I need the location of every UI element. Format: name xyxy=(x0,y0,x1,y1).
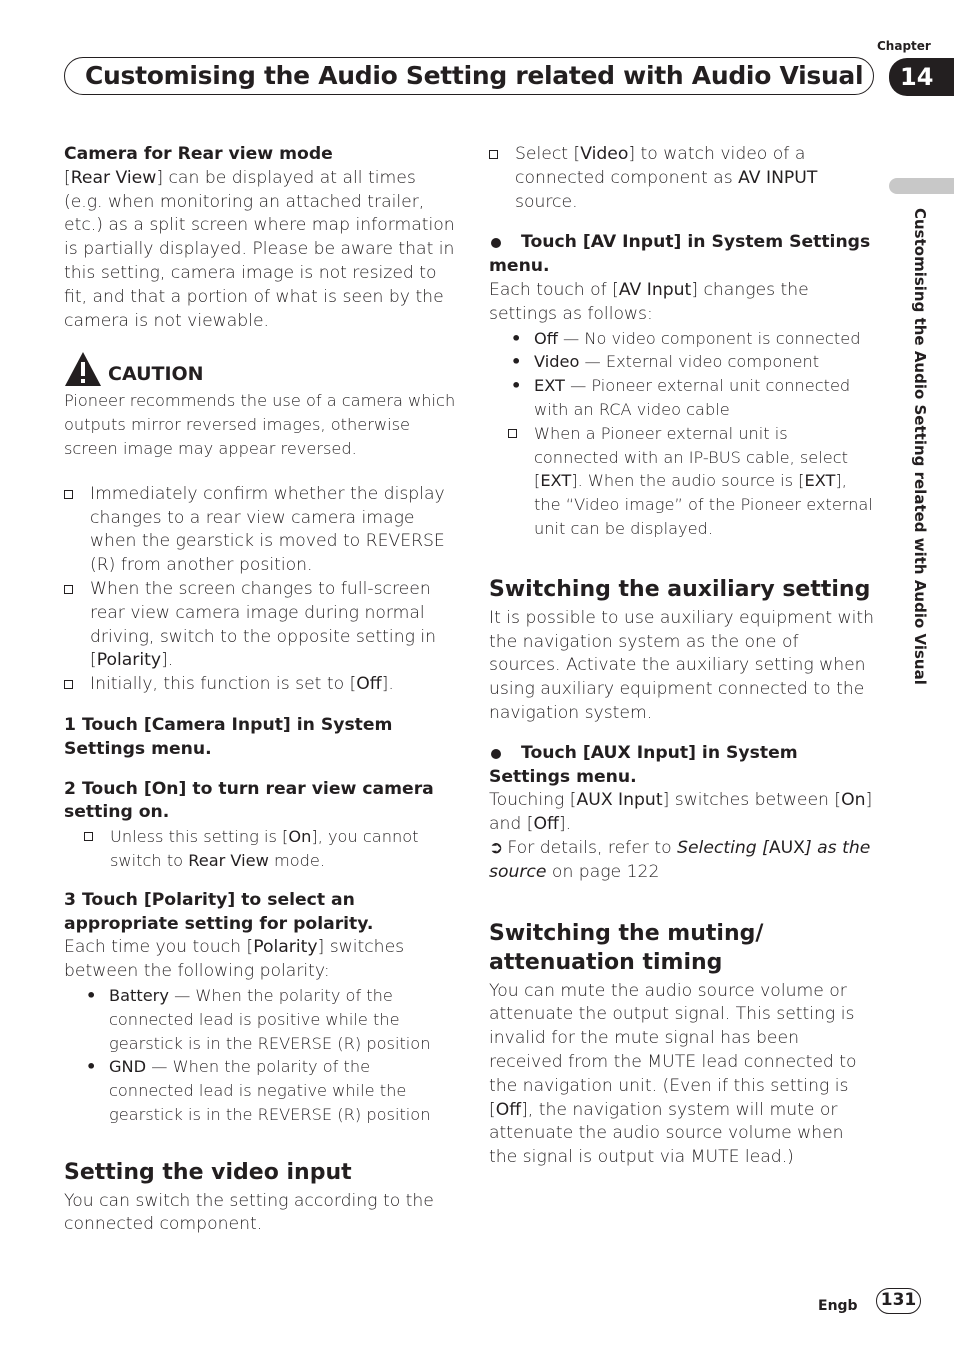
page-number: 131 xyxy=(876,1288,921,1314)
chapter-label: Chapter xyxy=(877,39,931,53)
av-input-paragraph: Each touch of [AV Input] changes the settings as follows: xyxy=(489,279,809,324)
checkbox-bullet-icon xyxy=(64,585,73,594)
left-column xyxy=(64,143,456,1237)
reference-arrow-icon: ➲ xyxy=(489,837,504,858)
note-item: When the screen changes to full-screen rear view camera image during normal driving, switch to the opposite setting in [Polarity]. xyxy=(64,578,456,673)
checkbox-bullet-icon xyxy=(489,150,498,159)
note-item: Select [Video] to watch video of a connected component as AV INPUT source. xyxy=(489,143,874,214)
checkbox-bullet-icon xyxy=(64,680,73,689)
warning-triangle-icon xyxy=(64,351,102,387)
footer-language: Engb xyxy=(818,1298,858,1314)
step-2: 2 Touch [On] to turn rear view camera setting on. xyxy=(64,778,434,823)
video-input-heading: Setting the video input xyxy=(64,1159,352,1185)
step-3-paragraph: Each time you touch [Polarity] switches between the following polarity: xyxy=(64,937,405,982)
step-1: 1 Touch [Camera Input] in System Settings menu. xyxy=(64,714,393,759)
av-option-ext: • EXT — Pioneer external unit connected with an RCA video cable xyxy=(511,376,851,419)
round-bullet-icon xyxy=(491,749,501,759)
camera-paragraph: [Rear View] can be displayed at all times (e.g. when monitoring an attached trailer, etc.) as a split screen where map information is partially displayed. Please be aware that in this setting, camera image is not resized to fit, and that a portion of what is seen by the camera is not viewable. xyxy=(64,167,455,331)
polarity-option-gnd: • GND — When the polarity of the connected lead is negative while the gearstick is in the REVERSE (R) position xyxy=(86,1057,431,1124)
page-title: Customising the Audio Setting related with Audio Visual xyxy=(85,61,864,90)
caution-header xyxy=(64,355,456,389)
checkbox-bullet-icon xyxy=(84,832,93,841)
av-option-video: • Video — External video component xyxy=(489,350,874,374)
side-tab-marker xyxy=(889,178,954,194)
aux-heading: Switching the auxiliary setting xyxy=(489,576,871,602)
bullet-icon: • xyxy=(511,376,522,396)
bullet-icon: • xyxy=(511,328,522,348)
right-column xyxy=(489,143,874,1170)
aux-input-paragraph: Touching [AUX Input] switches between [On] and [Off]. xyxy=(489,790,873,835)
mute-text: You can mute the audio source volume or attenuate the output signal. This setting is invalid for the mute signal has been received from the MUTE lead connected to the navigation unit. (Even if this setting is [Off], the navigation system will mute or attenuate the audio source volume when the signal is output via MUTE lead.) xyxy=(489,980,857,1168)
cross-reference: ➲ For details, refer to Selecting [AUX] as the source on page 122 xyxy=(489,837,871,882)
aux-input-step: Touch [AUX Input] in System Settings menu. xyxy=(489,742,798,787)
av-input-step: Touch [AV Input] in System Settings menu. xyxy=(489,232,871,277)
video-input-text: You can switch the setting according to the connected component. xyxy=(64,1190,434,1235)
step-2-note: Unless this setting is [On], you cannot switch to Rear View mode. xyxy=(84,825,456,873)
mute-heading-line-2: attenuation timing xyxy=(489,949,723,975)
checkbox-bullet-icon xyxy=(508,429,517,438)
bullet-icon: • xyxy=(86,985,97,1005)
note-item: Initially, this function is set to [Off]. xyxy=(64,673,456,697)
bullet-icon: • xyxy=(511,352,522,372)
av-option-off: • Off — No video component is connected xyxy=(489,327,874,351)
caution-text: Pioneer recommends the use of a camera which outputs mirror reversed images, otherwise screen image may appear reversed. xyxy=(64,391,456,458)
polarity-option-battery: • Battery — When the polarity of the connected lead is positive while the gearstick is in the REVERSE (R) position xyxy=(86,985,431,1053)
caution-label: CAUTION xyxy=(108,363,204,386)
checkbox-bullet-icon xyxy=(64,490,73,499)
chapter-number-badge: 14 xyxy=(889,58,954,96)
mute-heading-line-1: Switching the muting/ xyxy=(489,920,764,946)
camera-heading: Camera for Rear view mode xyxy=(64,144,333,164)
step-3: 3 Touch [Polarity] to select an appropriate setting for polarity. xyxy=(64,889,374,934)
ext-note: When a Pioneer external unit is connected with an IP-BUS cable, select [EXT]. When the audio source is [EXT], the “Video image” of the Pioneer external unit can be displayed. xyxy=(508,422,874,541)
bullet-icon: • xyxy=(86,1057,97,1077)
note-item: Immediately confirm whether the display changes to a rear view camera image when the gearstick is moved to REVERSE (R) from another position. xyxy=(64,483,456,578)
aux-text: It is possible to use auxiliary equipment with the navigation system as the one of sources. Activate the auxiliary setting when using auxiliary equipment connected to the navigation system. xyxy=(489,607,874,723)
side-running-title: Customising the Audio Setting related with Audio Visual xyxy=(911,208,929,685)
